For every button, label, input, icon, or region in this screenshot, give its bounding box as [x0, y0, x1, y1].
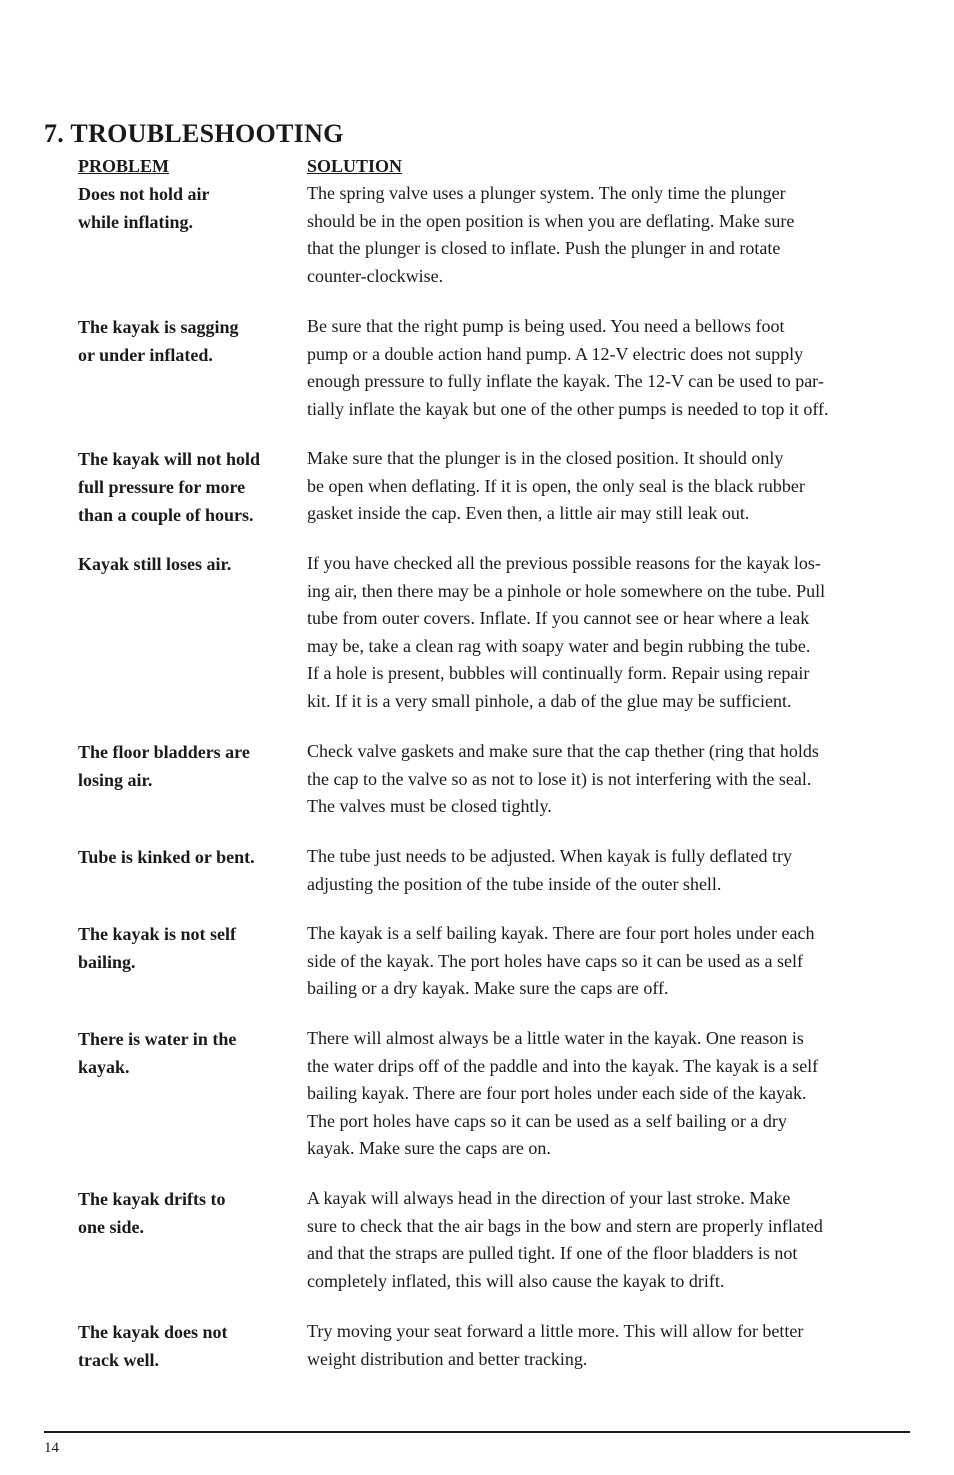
problem-text: Does not hold air while inflating. [78, 184, 210, 232]
problem-column-header: PROBLEM [78, 156, 170, 176]
footer-divider [44, 1431, 910, 1433]
page-number: 14 [44, 1440, 59, 1456]
solution-text: If you have checked all the previous possible reasons for the kayak los- ing air, then there may be a pinhole or hole somewhere on the tube. Pull tube from outer covers. Inflate. If you cannot see or hear where a leak may be, take a clean rag with soapy water and begin rubbing the tube. If a hole is present, bubbles will continually form. Repair using repair kit. If it is a very small pinhole, a dab of the glue may be sufficient. [307, 553, 826, 711]
solution-text: The tube just needs to be adjusted. When kayak is fully deflated try adjusting the position of the tube inside of the outer shell. [307, 846, 793, 894]
problem-text: The kayak does not track well. [78, 1322, 228, 1370]
problem-text: The kayak is sagging or under inflated. [78, 317, 239, 365]
section-title: 7. TROUBLESHOOTING [44, 119, 344, 148]
solution-text: Be sure that the right pump is being used. You need a bellows foot pump or a double action hand pump. A 12-V electric does not supply enough pressure to fully inflate the kayak. The 12-V can be used to par- tially inflate the kayak but one of the other pumps is needed to top it off. [307, 316, 829, 419]
solution-text: There will almost always be a little water in the kayak. One reason is the water drips off of the paddle and into the kayak. The kayak is a self bailing kayak. There are four port holes under each side of the kayak. The port holes have caps so it can be used as a self bailing or a dry kayak. Make sure the caps are on. [307, 1028, 819, 1159]
solution-text: The kayak is a self bailing kayak. There are four port holes under each side of the kayak. The port holes have caps so it can be used as a self bailing or a dry kayak. Make sure the caps are off. [307, 923, 815, 999]
solution-text: The spring valve uses a plunger system. The only time the plunger should be in the open position is when you are deflating. Make sure that the plunger is closed to inflate. Push the plunger in and rotate counter-clockwise. [307, 183, 795, 286]
problem-text: There is water in the kayak. [78, 1029, 237, 1077]
solution-text: Make sure that the plunger is in the closed position. It should only be open when deflating. If it is open, the only seal is the black rubber gasket inside the cap. Even then, a little air may still leak out. [307, 448, 805, 524]
problem-text: Tube is kinked or bent. [78, 847, 255, 867]
solution-text: Try moving your seat forward a little more. This will allow for better weight distribution and better tracking. [307, 1321, 804, 1369]
problem-text: The kayak will not hold full pressure for more than a couple of hours. [78, 449, 261, 525]
problem-text: The kayak drifts to one side. [78, 1189, 226, 1237]
problem-text: The kayak is not self bailing. [78, 924, 237, 972]
solution-column-header: SOLUTION [307, 156, 403, 176]
problem-text: Kayak still loses air. [78, 554, 232, 574]
solution-text: A kayak will always head in the direction of your last stroke. Make sure to check that the air bags in the bow and stern are properly inflated and that the straps are pulled tight. If one of the floor bladders is not completely inflated, this will also cause the kayak to drift. [307, 1188, 823, 1291]
problem-text: The floor bladders are losing air. [78, 742, 250, 790]
solution-text: Check valve gaskets and make sure that the cap thether (ring that holds the cap to the valve so as not to lose it) is not interfering with the seal. The valves must be closed tightly. [307, 741, 819, 817]
